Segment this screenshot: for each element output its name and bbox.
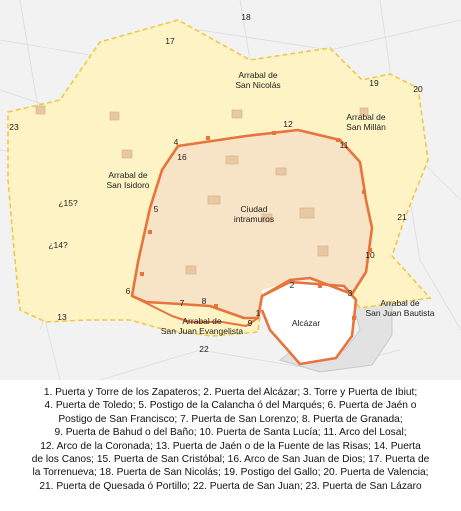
- caption-line: la Torrenueva; 18. Puerta de San Nicolás; 19. Postigo del Gallo; 20. Puerta de Valencia;: [32, 467, 429, 479]
- area-label-line: Arrabal de: [182, 316, 222, 326]
- gate-6: 6: [125, 286, 131, 296]
- area-label-line: San Millán: [346, 122, 386, 132]
- gate-11: 11: [339, 140, 349, 150]
- gate-12: 12: [283, 119, 293, 129]
- gate-4: 4: [173, 137, 179, 147]
- caption-line: 21. Puerta de Quesada ó Portillo; 22. Puerta de San Juan; 23. Puerta de San Lázaro: [39, 480, 422, 492]
- area-label-line: San Nicolás: [235, 80, 281, 90]
- label-arrabal-san-nicolas: [235, 70, 280, 90]
- gate-22: 22: [199, 344, 209, 354]
- area-label-line: intramuros: [233, 214, 275, 224]
- gate-14: ¿14?: [48, 240, 68, 250]
- gate-15: ¿15?: [58, 198, 78, 208]
- gate-16: 16: [177, 152, 187, 162]
- gate-1: 1: [255, 308, 261, 318]
- gate-5: 5: [153, 204, 159, 214]
- area-label-line: Arrabal de: [108, 170, 148, 180]
- gate-20: 20: [413, 84, 423, 94]
- caption-line: 1. Puerta y Torre de los Zapateros; 2. Puerta del Alcázar; 3. Torre y Puerta de Ibiut;: [43, 387, 418, 398]
- caption-line: 4. Puerta de Toledo; 5. Postigo de la Calancha ó del Marqués; 6. Puerta de Jaén o: [44, 400, 417, 412]
- gate-2: 2: [289, 280, 295, 290]
- area-label-line: Arrabal de: [380, 298, 420, 308]
- gate-23: 23: [9, 122, 19, 132]
- gate-8: 8: [201, 296, 207, 306]
- label-arrabal-san-millan: [346, 112, 386, 132]
- gate-13: 13: [57, 312, 67, 322]
- caption-line: 12. Arco de la Coronada; 13. Puerta de Jaén o de la Fuente de las Risas; 14. Puerta: [40, 440, 421, 452]
- label-alcazar: [292, 318, 321, 328]
- label-arrabal-san-isidoro: [107, 170, 150, 190]
- caption-line: Postigo de San Francisco; 7. Puerta de San Lorenzo; 8. Puerta de Granada;: [58, 413, 403, 425]
- gate-19: 19: [369, 78, 379, 88]
- gate-7: 7: [179, 298, 185, 308]
- area-label-line: Ciudad: [240, 204, 268, 214]
- caption-line: de los Canos; 15. Puerta de San Cristóbal; 16. Arco de San Juan de Dios; 17. Puerta de: [31, 454, 430, 466]
- gate-9: 9: [247, 318, 253, 328]
- gate-18: 18: [241, 12, 251, 22]
- area-label-line: San Juan Evangelista: [160, 326, 244, 336]
- area-label-line: San Isidoro: [106, 180, 150, 190]
- map-caption: [6, 386, 455, 493]
- gate-3: 3: [347, 288, 353, 298]
- area-label-line: Alcázar: [291, 318, 321, 328]
- gate-17: 17: [165, 36, 175, 46]
- caption-line: 9. Puerta de Bahud o del Baño; 10. Puerta de Santa Lucía; 11. Arco del Losal;: [54, 427, 407, 439]
- area-label-line: Arrabal de: [238, 70, 278, 80]
- area-label-line: San Juan Bautista: [365, 308, 435, 318]
- gate-21: 21: [397, 212, 407, 222]
- gate-10: 10: [365, 250, 375, 260]
- area-label-line: Arrabal de: [346, 112, 386, 122]
